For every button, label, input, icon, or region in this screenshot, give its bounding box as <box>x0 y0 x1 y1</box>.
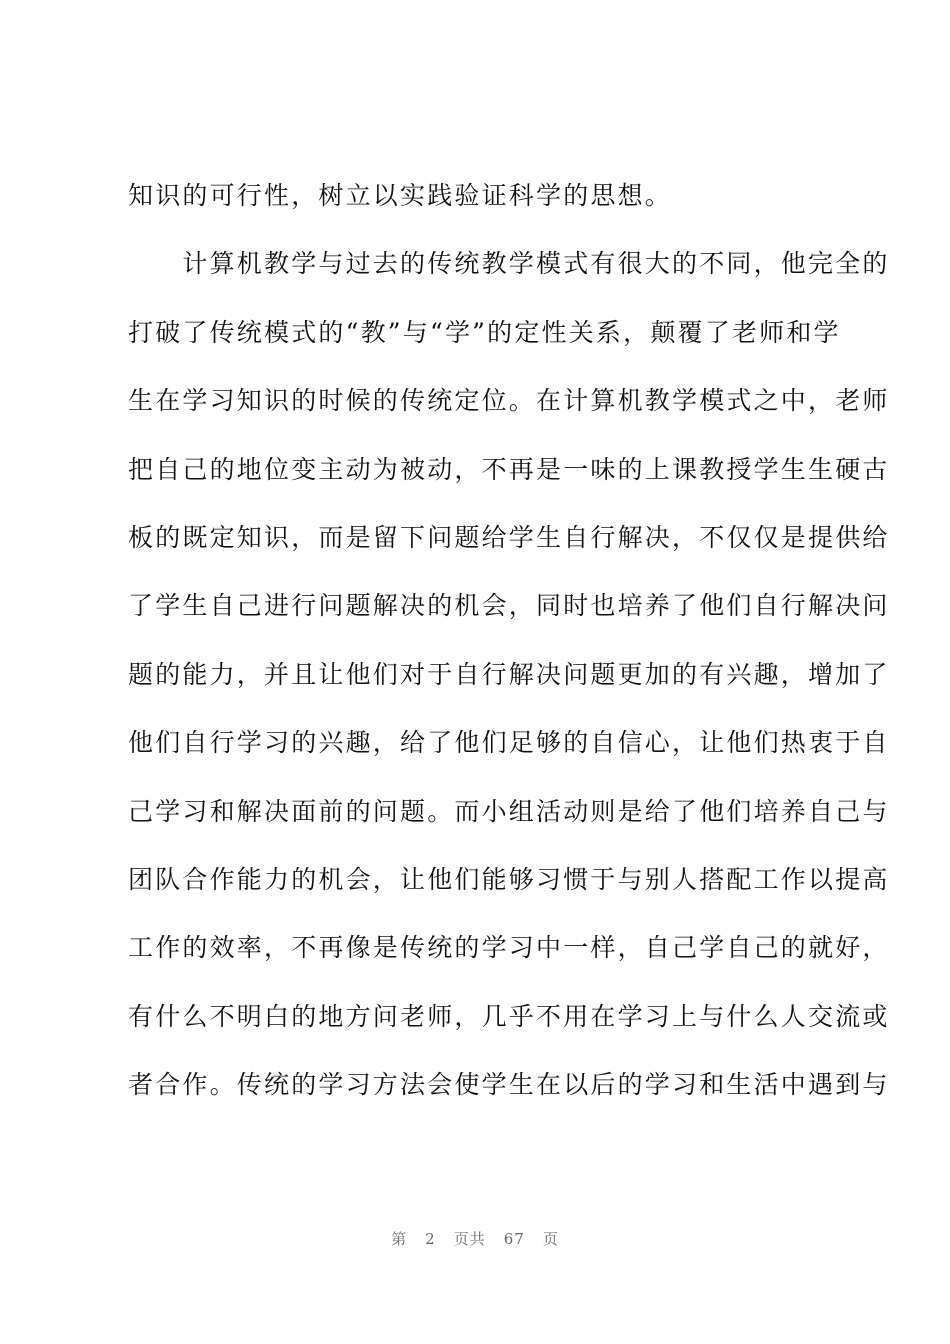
text-line: 把自己的地位变主动为被动，不再是一味的上课教授学生生硬古 <box>128 454 890 484</box>
total-pages-number: 67 <box>503 1230 525 1248</box>
footer-label-ye-gong: 页共 <box>453 1230 486 1248</box>
text-line: 生在学习知识的时候的传统定位。在计算机教学模式之中，老师 <box>128 386 890 416</box>
text-line: 己学习和解决面前的问题。而小组活动则是给了他们培养自己与 <box>128 796 890 826</box>
text-line: 工作的效率，不再像是传统的学习中一样，自己学自己的就好， <box>128 933 890 963</box>
text-line: 题的能力，并且让他们对于自行解决问题更加的有兴趣，增加了 <box>128 659 890 689</box>
body-text <box>128 166 890 1123</box>
text-line: 团队合作能力的机会，让他们能够习惯于与别人搭配工作以提高 <box>128 864 890 894</box>
footer-label-di: 第 <box>391 1230 408 1248</box>
text-line: 他们自行学习的兴趣，给了他们足够的自信心，让他们热衷于自 <box>128 728 890 758</box>
text-line: 打破了传统模式的“教”与“学”的定性关系，颠覆了老师和学 <box>128 317 841 347</box>
current-page-number: 2 <box>425 1230 436 1248</box>
text-line: 者合作。传统的学习方法会使学生在以后的学习和生活中遇到与 <box>128 1070 890 1100</box>
page-footer <box>0 1228 950 1249</box>
text-line: 有什么不明白的地方问老师，几乎不用在学习上与什么人交流或 <box>128 1001 890 1031</box>
text-line: 计算机教学与过去的传统教学模式有很大的不同，他完全的 <box>128 249 890 279</box>
text-line: 板的既定知识，而是留下问题给学生自行解决，不仅仅是提供给 <box>128 522 890 552</box>
footer-label-ye: 页 <box>542 1230 559 1248</box>
text-line: 知识的可行性，树立以实践验证科学的思想。 <box>128 181 673 210</box>
text-line: 了学生自己进行问题解决的机会，同时也培养了他们自行解决问 <box>128 591 890 621</box>
